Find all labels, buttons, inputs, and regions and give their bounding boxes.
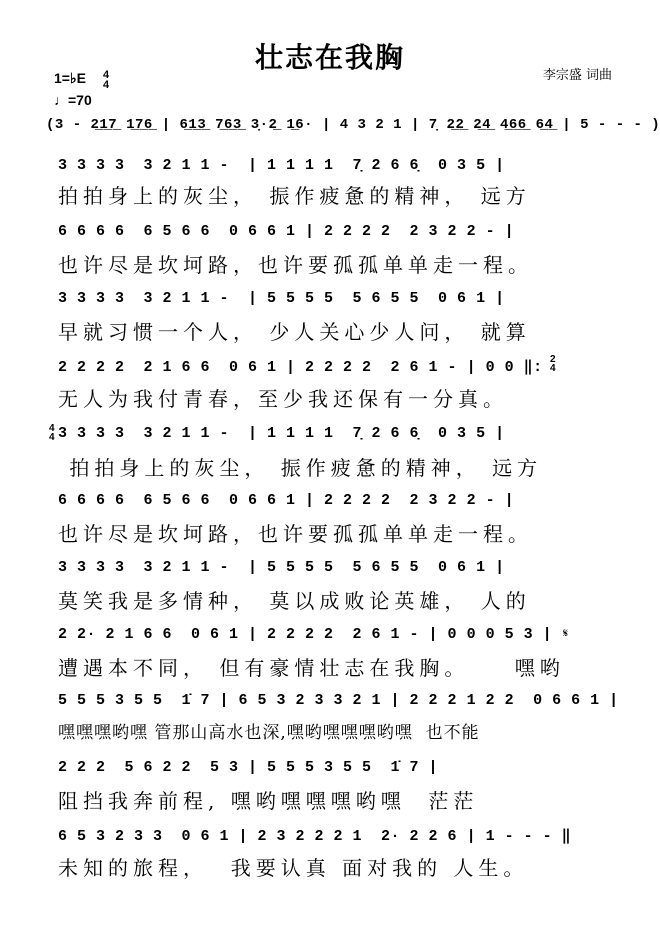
notation-row-10: 2 2 2 5 6 2 2 5 3 | 5 5 5 3 5 5 1̇ 7 | [58,759,439,776]
notation-row-8: 2 2· 2 1 6 6 0 6 1 | 2 2 2 2 2 6 1 - | 0 0 0 5 3 | [58,626,553,643]
inline-time-signature-bottom: 4 [550,363,556,374]
notation-row-9: 5 5 5 3 5 5 1̇ 7 | 6 5 3 2 3 3 2 1 | 2 2 2 1 2 2 0 6 6 1 | [58,692,619,709]
notation-row-3: 3 3 3 3 3 2 1 1 - | 5 5 5 5 5 6 5 5 0 6 1 | [58,290,505,307]
lyrics-row-8: 遭遇本不同， 但有豪情壮志在我胸。 嘿哟 [58,656,565,680]
tempo-marking: ♩=70 [54,92,92,108]
notation-row-1: 3 3 3 3 3 2 1 1 - | 1 1 1 1 7̣ 2 6 6̣ 0 3 5 | [58,157,505,174]
song-title: 壮志在我胸 [254,41,405,74]
notation-row-7: 3 3 3 3 3 2 1 1 - | 5 5 5 5 5 6 5 5 0 6 1 | [58,559,505,576]
time-signature-bottom: 4 [103,79,110,91]
notation-row-11: 6 5 3 2 3 3 0 6 1 | 2 3 2 2 2 1 2· 2 2 6 | 1 - - - ‖ [58,828,572,845]
intro-notation: (3 - 2̲1̲7̲ 1̲7̲6̲ | 6̲1̲3̲ 7̲6̲3̲ 3̣·2̲ 1̲6· | 4 3 2 1 | 7̣ 2̲2̲ 2̲4̲ 4̲6̲6̲ 6̲4̲ | 5 - - - ) [46,117,660,133]
credits: 李宗盛 词曲 [542,68,612,83]
lyrics-row-1: 拍拍身上的灰尘， 振作疲惫的精神， 远方 [58,184,531,208]
notation-row-5: 3 3 3 3 3 2 1 1 - | 1 1 1 1 7̣ 2 6 6̣ 0 3 5 | [58,425,505,442]
lyrics-row-9: 嘿嘿嘿哟嘿 管那山高水也深,嘿哟嘿嘿嘿哟嘿 也不能 [58,723,480,743]
key-signature: 1=♭E [54,70,86,86]
lyrics-row-11: 未知的旅程， 我要认真 面对我的 人生。 [58,856,529,880]
lyrics-row-7: 莫笑我是多情种， 莫以成败论英雄， 人的 [58,589,531,613]
time-signature [103,70,109,90]
notation-row-2: 6 6 6 6 6 5 6 6 0 6 6 1 | 2 2 2 2 2 3 2 2 - | [58,223,515,240]
lyrics-row-5: 拍拍身上的灰尘， 振作疲惫的精神， 远方 [58,456,543,480]
notation-row-4: 2 2 2 2 2 1 6 6 0 6 1 | 2 2 2 2 2 6 1 - | 0 0 ‖: [58,359,543,376]
inline-time-signature-2-top: 4 [49,423,55,434]
lyrics-row-4: 无人为我付青春，至少我还保有一分真。 [58,387,508,411]
lyrics-row-6: 也许尽是坎坷路，也许要孤孤单单走一程。 [58,522,533,546]
lyrics-row-2: 也许尽是坎坷路，也许要孤孤单单走一程。 [58,253,533,277]
inline-time-signature-2 [49,424,55,442]
segno-sign: 𝄋 [563,626,569,640]
time-signature-top: 4 [103,69,110,81]
notation-row-6: 6 6 6 6 6 5 6 6 0 6 6 1 | 2 2 2 2 2 3 2 2 - | [58,492,515,509]
inline-time-signature [550,355,556,373]
inline-time-signature-top: 2 [550,354,556,365]
lyrics-row-3: 早就习惯一个人， 少人关心少人问， 就算 [58,320,531,344]
inline-time-signature-2-bottom: 4 [49,432,55,443]
lyrics-row-10: 阻挡我奔前程, 嘿哟嘿嘿嘿哟嘿 茫茫 [58,789,479,813]
